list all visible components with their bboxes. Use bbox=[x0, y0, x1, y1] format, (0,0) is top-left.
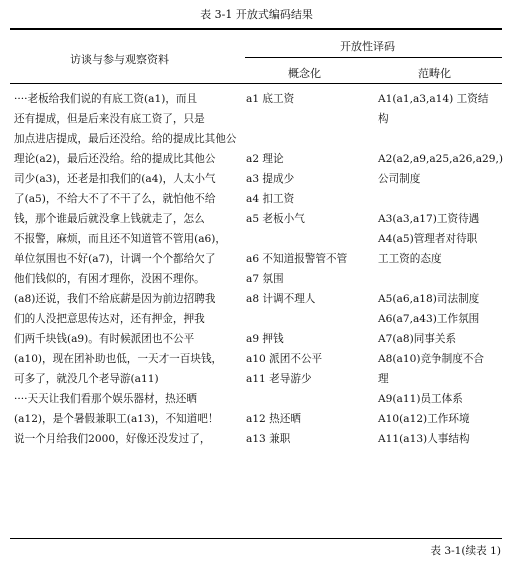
header-bottom-rule bbox=[10, 83, 502, 84]
concept-cell: a5 老板小气 bbox=[246, 213, 305, 225]
source-line: 了(a5)，不给大不了不干了么，就怕他不给 bbox=[14, 193, 216, 205]
concept-cell bbox=[246, 389, 378, 409]
table-continuation-note: 表 3-1(续表 1) bbox=[430, 545, 501, 557]
category-cell: A6(a7,a43)工作氛围 bbox=[378, 313, 480, 325]
category-cell: 构 bbox=[378, 113, 389, 125]
source-line: 司少(a3)，还老是扣我们的(a4)，人太小气 bbox=[14, 173, 216, 185]
category-cell: A1(a1,a3,a14) 工资结 bbox=[378, 93, 489, 105]
category-cell: A4(a5)管理者对待职 bbox=[378, 233, 478, 245]
concept-cell: a8 计调不理人 bbox=[246, 293, 316, 305]
category-cell bbox=[378, 129, 500, 149]
category-cell bbox=[378, 269, 500, 289]
category-cell: A7(a8)同事关系 bbox=[378, 333, 457, 345]
concept-cell bbox=[246, 129, 378, 149]
concept-cell: a2 理论 bbox=[246, 153, 284, 165]
source-line: 理论(a2)，最后还没给。给的提成比其他公 bbox=[14, 153, 216, 165]
concept-cell: a3 提成少 bbox=[246, 173, 295, 185]
category-cell bbox=[378, 189, 500, 209]
category-cell: A2(a2,a9,a25,a26,a29,) bbox=[378, 153, 503, 165]
source-line: 们的人没把意思传达对，还有押金，押我 bbox=[14, 313, 205, 325]
source-line: 单位氛围也不好(a7)，计调一个个都给欠了 bbox=[14, 253, 216, 265]
concept-cell: a10 派团不公平 bbox=[246, 353, 323, 365]
concept-cell: a11 老导游少 bbox=[246, 373, 312, 385]
source-line: 还有提成，但是后来没有底工资了，只是 bbox=[14, 113, 205, 125]
category-cell: A11(a13)人事结构 bbox=[378, 433, 470, 445]
category-cell: A5(a6,a18)司法制度 bbox=[378, 293, 480, 305]
source-line: (a12)，是个暑假兼职工(a13)，不知道吧！ bbox=[14, 413, 219, 425]
source-line: 加点进店提成，最后还没给。给的提成比其他公 bbox=[14, 133, 237, 145]
source-line: 可多了，就没几个老导游(a11) bbox=[14, 373, 159, 385]
concept-cell: a12 热还晒 bbox=[246, 413, 301, 425]
top-rule bbox=[10, 28, 502, 30]
concept-cell: a1 底工资 bbox=[246, 93, 295, 105]
category-cell: A8(a10)竞争制度不合 bbox=[378, 353, 485, 365]
source-line: ····老板给我们说的有底工资(a1)，而且 bbox=[14, 93, 198, 105]
concept-cell: a7 氛围 bbox=[246, 273, 284, 285]
header-open-coding: 开放性译码 bbox=[340, 40, 395, 53]
source-line: (a10)，现在团补助也低，一天才一百块钱， bbox=[14, 353, 223, 365]
concept-cell bbox=[246, 109, 378, 129]
concept-cell: a13 兼职 bbox=[246, 433, 291, 445]
source-line: 钱，那个谁最后就没拿上钱就走了，怎么 bbox=[14, 213, 205, 225]
category-column bbox=[378, 89, 503, 449]
bottom-rule bbox=[10, 538, 502, 539]
category-cell: A10(a12)工作环境 bbox=[378, 413, 470, 425]
table-caption: 表 3-1 开放式编码结果 bbox=[200, 8, 313, 21]
category-cell: 工工资的态度 bbox=[378, 253, 442, 265]
concept-cell: a4 扣工资 bbox=[246, 193, 295, 205]
category-cell: A3(a3,a17)工资待遇 bbox=[378, 213, 480, 225]
source-line: ····天天让我们看那个娱乐器材，热还晒 bbox=[14, 393, 197, 405]
category-cell: 理 bbox=[378, 373, 389, 385]
concept-cell bbox=[246, 309, 378, 329]
header-concept: 概念化 bbox=[288, 67, 321, 80]
category-cell: 公司制度 bbox=[378, 173, 421, 185]
source-column bbox=[14, 89, 240, 449]
concept-cell: a6 不知道报警管不管 bbox=[246, 253, 348, 265]
concept-cell bbox=[246, 229, 378, 249]
header-sub-rule bbox=[245, 57, 502, 58]
source-line: 他们钱似的，有困才理你，没困不理你。 bbox=[14, 273, 205, 285]
header-category: 范畴化 bbox=[418, 67, 451, 80]
concept-cell: a9 押钱 bbox=[246, 333, 284, 345]
category-cell: A9(a11)员工体系 bbox=[378, 393, 463, 405]
source-line: 不报警，麻烦，而且还不知道管不管用(a6)， bbox=[14, 233, 227, 245]
source-line: 说一个月给我们2000，好像还没发过了， bbox=[14, 433, 211, 445]
header-source: 访谈与参与观察资料 bbox=[70, 53, 169, 66]
concept-column bbox=[246, 89, 378, 449]
source-line: (a8)还说，我们不给底薪是因为前边招聘我 bbox=[14, 293, 216, 305]
source-line: 们两千块钱(a9)。有时候派团也不公平 bbox=[14, 333, 195, 345]
